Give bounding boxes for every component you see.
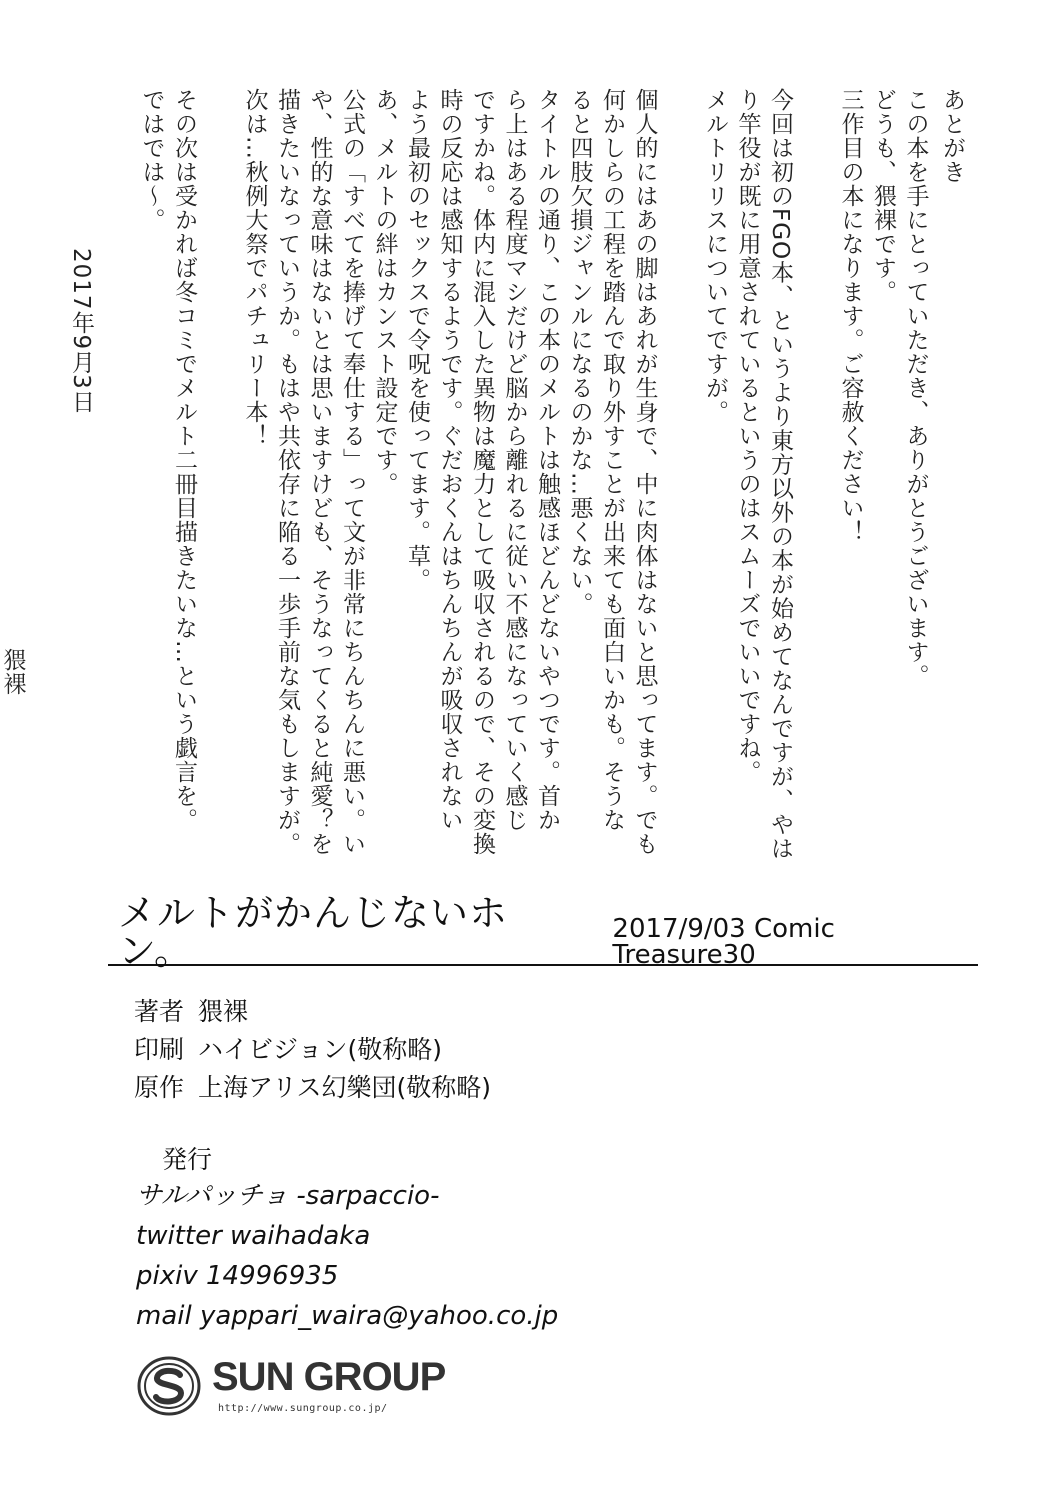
afterword-line: 描きたいなっていうか。もはや共依存に陥る一歩手前な気もしますが。	[274, 88, 300, 856]
afterword-line: ら上はある程度マシだけど脳から離れるに従い不感になっていく感じ	[501, 88, 528, 832]
afterword-line: ではでは～。	[138, 88, 165, 232]
credit-value: ハイビジョン(敬称略)	[197, 1035, 442, 1064]
afterword-line: タイトルの通り、この本のメルトは触感ほどんどないやつです。首か	[534, 88, 560, 832]
credit-value: 上海アリス幻樂団(敬称略)	[197, 1073, 491, 1102]
credit-label: 印刷	[134, 1035, 185, 1064]
afterword-line: メルトリリスについてですが。	[702, 88, 728, 424]
credit-value: 猥裸	[197, 997, 248, 1026]
afterword-line: 公式の「すべてを捧げて奉仕する」って文が非常にちんちんに悪い。い	[339, 88, 365, 856]
book-title: メルトがかんじないホン。	[118, 891, 509, 973]
printer-name: SUN GROUP	[212, 1355, 446, 1399]
credits	[134, 993, 491, 1107]
pixiv-id: pixiv 14996935	[136, 1261, 339, 1291]
afterword-line: よう最初のセックスで令呪を使ってます。草。	[404, 88, 430, 592]
afterword-line: その次は受かれば冬コミでメルト二冊目描きたいな…という戯言を。	[171, 88, 197, 832]
printer-logo	[136, 1353, 466, 1421]
afterword-line: 三作目の本になります。ご容赦ください！	[837, 88, 864, 544]
afterword-line: 次は…秋例大祭でパチュリー本！	[241, 88, 268, 448]
afterword-line: ると四肢欠損ジャンルになるのかな…悪くない。	[566, 88, 593, 616]
credit-label: 著者	[134, 997, 185, 1026]
afterword-date: 2017年9月3日	[68, 248, 94, 414]
afterword-line: り竿役が既に用意されているというのはスムーズでいいですね。	[734, 88, 761, 784]
afterword	[0, 88, 968, 861]
afterword-signature: 猥裸	[0, 648, 26, 696]
title-divider	[108, 964, 978, 966]
afterword-line: や、性的な意味はないとは思いますけども、そうなってくると純愛？を	[306, 88, 333, 856]
contact-list	[136, 1176, 558, 1336]
afterword-line: どうも、猥裸です。	[870, 88, 896, 304]
sun-group-logo-icon	[136, 1353, 202, 1419]
circle-name: サルパッチョ -sarpaccio-	[136, 1181, 440, 1211]
afterword-line: 何かしらの工程を踏んで取り外すことが出来ても面白いかも。そうな	[599, 88, 625, 832]
afterword-line: この本を手にとっていただき、ありがとうございます。	[902, 88, 929, 688]
afterword-line: あ、メルトの絆はカンスト設定です。	[371, 88, 398, 496]
title-row	[118, 891, 978, 973]
afterword-line: 今回は初のFGO本、というより東方以外の本が始めてなんですが、やは	[767, 88, 793, 861]
publisher-label: 発行	[162, 1145, 213, 1174]
credit-label: 原作	[134, 1073, 185, 1102]
credit-author	[134, 993, 491, 1031]
twitter-handle: twitter waihadaka	[136, 1221, 371, 1251]
email-address: mail yappari_waira@yahoo.co.jp	[136, 1301, 559, 1331]
afterword-line: 時の反応は感知するようです。ぐだおくんはちんちんが吸収されない	[436, 88, 463, 832]
afterword-line: ですかね。体内に混入した異物は魔力として吸収されるので、その変換	[469, 88, 495, 856]
credit-original	[134, 1069, 491, 1107]
printer-url: http://www.sungroup.co.jp/	[218, 1403, 388, 1414]
event-info: 2017/9/03 Comic Treasure30	[612, 914, 835, 970]
afterword-heading: あとがき	[939, 88, 965, 184]
credit-printer	[134, 1031, 491, 1069]
afterword-line: 個人的にはあの脚はあれが生身で、中に肉体はないと思ってます。でも	[631, 88, 658, 856]
